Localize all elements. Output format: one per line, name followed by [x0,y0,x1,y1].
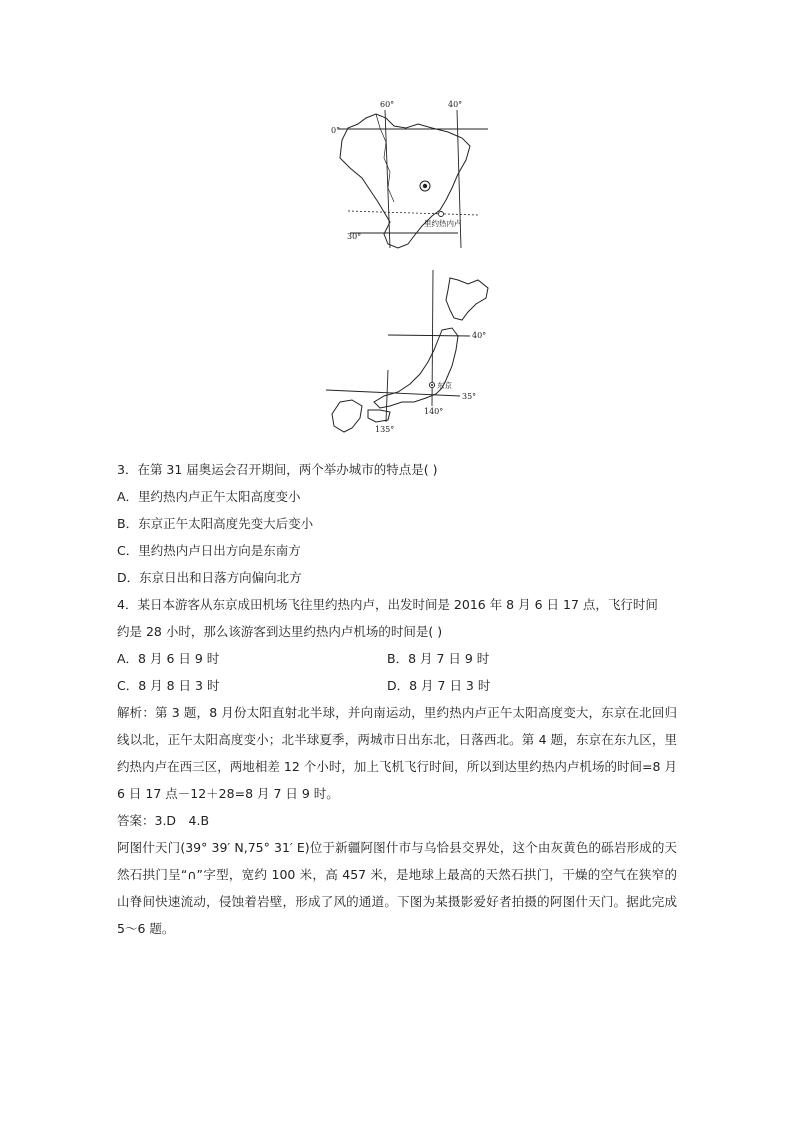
analysis-paragraph: 解析：第 3 题，8 月份太阳直射北半球，并向南运动，里约热内卢正午太阳高度变大，东京在北回归线以北，正午太阳高度变小；北半球夏季，两城市日出东北，日落西北。第 4 题，东京在东九区，里约热内卢在西三区，两地相差 12 个小时，加上飞机飞行时间，所以到达里约热内卢机场的时间=8 月 6 日 17 点－12＋28=8 月 7 日 9 时。 [117,705,677,801]
q4-option-b: B．8 月 7 日 9 时 [387,651,490,666]
question-text-block [117,456,677,942]
lon-40-label: 40° [448,100,463,109]
answer-line: 答案：3.D 4.B [117,813,210,828]
rio-label: 里约热内卢 [424,219,462,228]
q4-stem-line1: 4．某日本游客从东京成田机场飞往里约热内卢，出发时间是 2016 年 8 月 6 日 17 点，飞行时间 [117,597,658,612]
q4-option-c: C．8 月 8 日 3 时 [117,678,220,693]
q4-options-row-2 [117,672,677,699]
q3-stem: 3．在第 31 届奥运会召开期间，两个举办城市的特点是( ) [117,462,438,477]
tokyo-label: 东京 [437,381,452,390]
q3-option-b: B．东京正午太阳高度先变大后变小 [117,516,314,531]
lon-135-label: 135° [375,425,395,434]
lon-60-label: 60° [380,100,395,109]
q4-stem-line2: 约是 28 小时，那么该游客到达里约热内卢机场的时间是( ) [117,624,443,639]
rio-marker [439,212,444,217]
japan-map [318,270,498,436]
lon-140-label: 140° [424,407,444,416]
tropic-line [348,211,478,215]
q4-options-row-1 [117,645,677,672]
lat-40-label: 40° [472,331,487,340]
q3-option-d: D．东京日出和日落方向偏向北方 [117,570,302,585]
q3-option-c: C．里约热内卢日出方向是东南方 [117,543,301,558]
hokkaido-outline [446,278,488,320]
brazil-map [328,98,490,252]
brazil-border [376,114,394,202]
lon-135-line [386,370,388,422]
lat-35-label: 35° [462,392,477,401]
lat-0-label: 0° [331,126,341,135]
q3-option-a: A．里约热内卢正午太阳高度变小 [117,489,301,504]
kyushu-outline [332,400,362,432]
q4-option-d: D．8 月 7 日 3 时 [387,678,491,693]
intro-paragraph: 阿图什天门(39° 39′ N,75° 31′ E)位于新疆阿图什市与乌恰县交界处，这个由灰黄色的砾岩形成的天然石拱门呈“∩”字型，宽约 100 米，高 457 米，是地球上最高的天然石拱门，干燥的空气在狭窄的山脊间快速流动，侵蚀着岩壁，形成了风的通道。下图为某摄影爱好者拍摄的阿图什天门。据此完成 5～6 题。 [117,840,677,936]
lat-35-line [326,390,460,396]
lat-30-label: 30° [347,232,362,241]
q4-option-a: A．8 月 6 日 9 时 [117,651,220,666]
